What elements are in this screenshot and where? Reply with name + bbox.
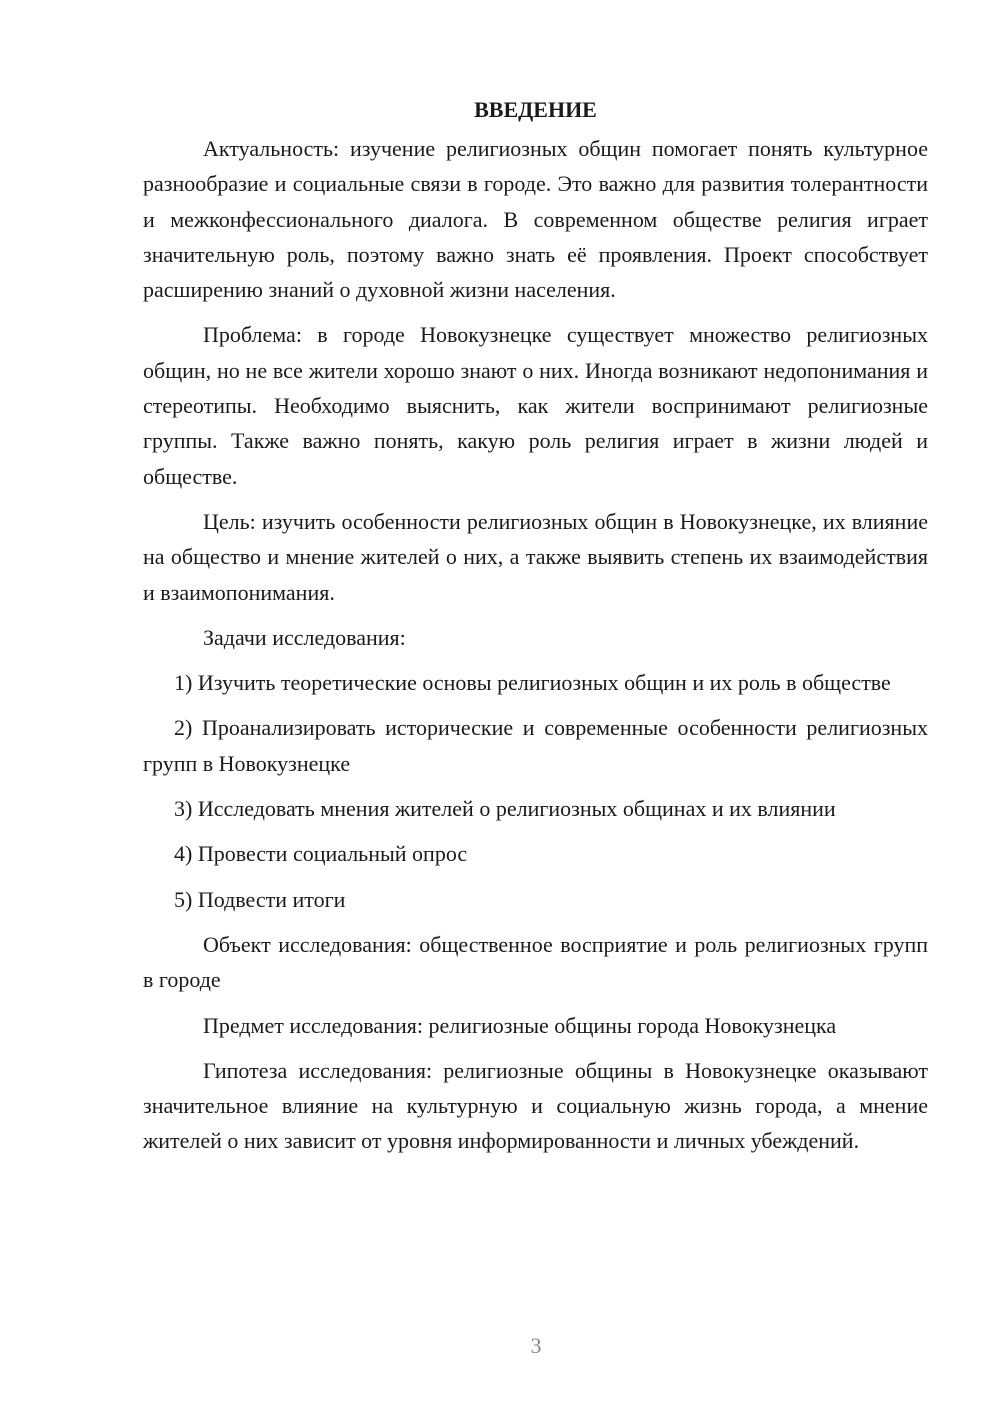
relevance-paragraph: Актуальность: изучение религиозных общин помогает понять культурное разнообразие и социальные связи в городе. Это важно для развития толерантности и межконфессионального диалога. В современном обществе религия играет значительную роль, поэтому важно знать её проявления. Проект способствует расширению знаний о духовной жизни населения. — [143, 136, 928, 303]
task-item-3: 3) Исследовать мнения жителей о религиозных общинах и их влиянии — [174, 796, 836, 822]
goal-paragraph: Цель: изучить особенности религиозных общин в Новокузнецке, их влияние на общество и мнение жителей о них, а также выявить степень их взаимодействия и взаимопонимания. — [143, 508, 928, 605]
task-item-1: 1) Изучить теоретические основы религиозных общин и их роль в обществе — [174, 670, 891, 696]
hypothesis-paragraph: Гипотеза исследования: религиозные общины в Новокузнецке оказывают значительное влияние на культурную и социальную жизнь города, а мнение жителей о них зависит от уровня информированности и личных убеждений. — [143, 1057, 928, 1154]
object-paragraph: Объект исследования: общественное восприятие и роль религиозных групп в городе — [143, 931, 928, 993]
task-item-4: 4) Провести социальный опрос — [174, 841, 468, 867]
document-page — [143, 92, 928, 1169]
problem-paragraph: Проблема: в городе Новокузнецке существует множество религиозных общин, но не все жители хорошо знают о них. Иногда возникают недопонимания и стереотипы. Необходимо выяснить, как жители воспринимают религиозные группы. Также важно понять, какую роль религия играет в жизни людей и обществе. — [143, 322, 928, 489]
subject-paragraph: Предмет исследования: религиозные общины города Новокузнецка — [203, 1012, 837, 1038]
tasks-heading: Задачи исследования: — [203, 624, 406, 650]
task-item-2: 2) Проанализировать исторические и современные особенности религиозных групп в Новокузнецке — [143, 715, 928, 776]
section-title: ВВЕДЕНИЕ — [474, 97, 597, 122]
task-item-5: 5) Подвести итоги — [174, 886, 346, 912]
page-number: 3 — [530, 1333, 542, 1358]
